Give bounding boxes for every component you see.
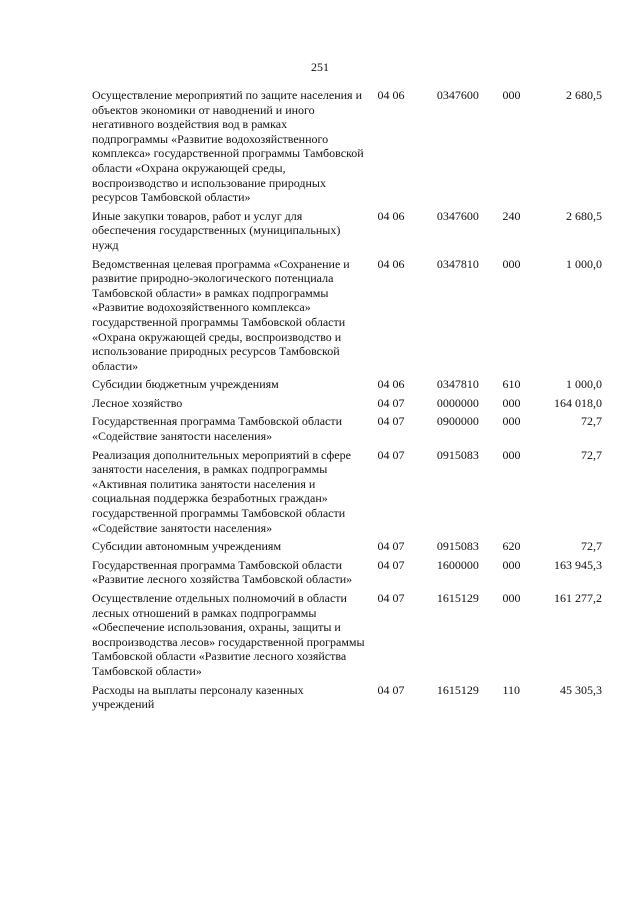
row-amount: 45 305,3 bbox=[560, 682, 602, 697]
table-row bbox=[92, 88, 602, 209]
row-amount: 72,7 bbox=[581, 414, 602, 429]
row-section: 04 07 bbox=[377, 447, 405, 462]
row-target-code: 1600000 bbox=[436, 557, 479, 572]
row-amount: 1 000,0 bbox=[566, 377, 602, 392]
row-amount: 163 945,3 bbox=[554, 557, 602, 572]
row-section: 04 07 bbox=[377, 557, 405, 572]
table-row bbox=[92, 209, 602, 257]
page-number: 251 bbox=[311, 60, 329, 74]
row-section: 04 07 bbox=[377, 539, 405, 554]
table-row bbox=[92, 257, 602, 378]
row-amount: 72,7 bbox=[581, 447, 602, 462]
row-expense-code: 000 bbox=[502, 88, 521, 102]
row-target-code: 1615129 bbox=[436, 682, 479, 697]
row-amount: 1 000,0 bbox=[566, 256, 602, 271]
row-section: 04 07 bbox=[377, 395, 405, 410]
row-target-code: 0347810 bbox=[436, 377, 479, 392]
row-name: Государственная программа Тамбовской области «Развитие лесного хозяйства Тамбовской области» bbox=[92, 557, 353, 587]
row-expense-code: 620 bbox=[502, 539, 521, 554]
table-row bbox=[92, 558, 602, 591]
row-expense-code: 000 bbox=[502, 414, 521, 429]
row-amount: 2 680,5 bbox=[566, 88, 602, 102]
row-expense-code: 240 bbox=[502, 208, 521, 223]
row-expense-code: 000 bbox=[502, 557, 521, 572]
budget-table bbox=[92, 88, 602, 716]
row-section: 04 07 bbox=[377, 682, 405, 697]
table-row bbox=[92, 377, 602, 396]
row-target-code: 1615129 bbox=[436, 591, 479, 605]
row-section: 04 07 bbox=[377, 591, 405, 605]
row-name: Иные закупки товаров, работ и услуг для обеспечения государственных (муниципальных) нужд bbox=[92, 208, 341, 252]
table-row bbox=[92, 591, 602, 683]
row-expense-code: 000 bbox=[502, 395, 521, 410]
row-expense-code: 610 bbox=[502, 377, 521, 392]
row-expense-code: 000 bbox=[502, 591, 521, 605]
row-target-code: 0900000 bbox=[436, 414, 479, 429]
row-section: 04 07 bbox=[377, 414, 405, 429]
table-row bbox=[92, 396, 602, 415]
row-target-code: 0915083 bbox=[436, 447, 479, 462]
row-name: Государственная программа Тамбовской области «Содействие занятости населения» bbox=[92, 414, 343, 444]
row-expense-code: 110 bbox=[502, 682, 521, 697]
row-name: Субсидии бюджетным учреждениям bbox=[92, 377, 279, 392]
row-expense-code: 000 bbox=[502, 447, 521, 462]
row-name: Осуществление отдельных полномочий в области лесных отношений в рамках подпрограммы «Обеспечение использования, охраны, защиты и воспроизводства лесов» государственной программы Тамбовской области «Развитие лесного хозяйства Тамбовской области» bbox=[92, 591, 365, 678]
table-row bbox=[92, 448, 602, 540]
row-section: 04 06 bbox=[377, 208, 405, 223]
row-name: Лесное хозяйство bbox=[92, 395, 183, 410]
row-amount: 72,7 bbox=[581, 539, 602, 554]
row-amount: 161 277,2 bbox=[554, 591, 602, 605]
row-target-code: 0347600 bbox=[436, 88, 479, 102]
row-section: 04 06 bbox=[377, 88, 405, 102]
row-name: Субсидии автономным учреждениям bbox=[92, 539, 282, 554]
row-amount: 2 680,5 bbox=[566, 208, 602, 223]
row-section: 04 06 bbox=[377, 256, 405, 271]
table-row bbox=[92, 539, 602, 558]
row-section: 04 06 bbox=[377, 377, 405, 392]
table-row bbox=[92, 414, 602, 447]
row-name: Ведомственная целевая программа «Сохранение и развитие природно-экологического потенциала Тамбовской области» в рамках подпрограммы «Развитие водохозяйственного комплекса» государственной программы Тамбовской области «Охрана окружающей среды, воспроизводство и использование природных ресурсов Тамбовской области» bbox=[92, 256, 350, 373]
row-target-code: 0915083 bbox=[436, 539, 479, 554]
row-target-code: 0347810 bbox=[436, 256, 479, 271]
row-amount: 164 018,0 bbox=[554, 395, 602, 410]
row-name: Расходы на выплаты персоналу казенных учреждений bbox=[92, 682, 304, 712]
row-expense-code: 000 bbox=[502, 256, 521, 271]
row-target-code: 0347600 bbox=[436, 208, 479, 223]
table-row bbox=[92, 683, 602, 716]
row-name: Осуществление мероприятий по защите населения и объектов экономики от наводнений и иного негативного воздействия вод в рамках подпрограммы «Развитие водохозяйственного комплекса» государственной программы Тамбовской области «Охрана окружающей среды, воспроизводство и использование природных ресурсов Тамбовской области» bbox=[92, 88, 364, 205]
row-name: Реализация дополнительных мероприятий в сфере занятости населения, в рамках подпрограммы «Активная политика занятости населения и социальная поддержка безработных граждан» государственной программы Тамбовской области «Содействие занятости населения» bbox=[92, 447, 351, 535]
row-target-code: 0000000 bbox=[436, 395, 479, 410]
